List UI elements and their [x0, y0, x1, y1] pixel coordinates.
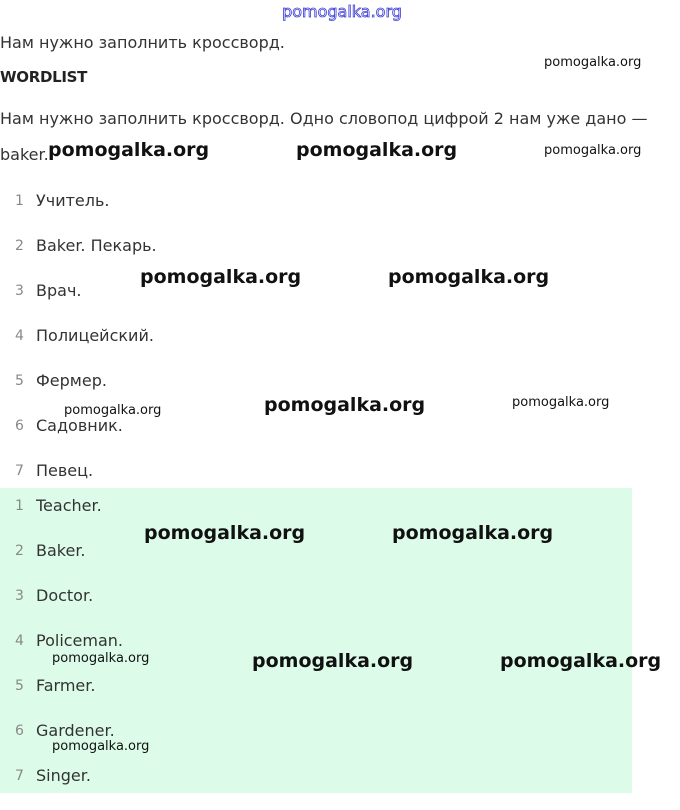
- section-heading: WORDLIST: [0, 68, 88, 86]
- watermark: pomogalka.org: [144, 522, 306, 544]
- watermark: pomogalka.org: [388, 266, 550, 288]
- list-item: [0, 190, 632, 235]
- item-number: 2: [15, 543, 24, 559]
- item-text: Baker.: [36, 541, 86, 560]
- list-item: [0, 765, 632, 810]
- watermark: pomogalka.org: [264, 394, 426, 416]
- item-text: Учитель.: [36, 191, 110, 210]
- item-text: Doctor.: [36, 586, 94, 605]
- watermark: pomogalka.org: [512, 395, 610, 410]
- item-text: Gardener.: [36, 721, 115, 740]
- watermark: pomogalka.org: [140, 266, 302, 288]
- item-text: Фермер.: [36, 371, 107, 390]
- watermark: pomogalka.org: [52, 651, 150, 666]
- item-number: 3: [15, 588, 24, 604]
- watermark: pomogalka.org: [296, 139, 458, 161]
- item-number: 2: [15, 238, 24, 254]
- list-item: [0, 540, 632, 585]
- watermark: pomogalka.org: [52, 739, 150, 754]
- item-number: 1: [15, 193, 24, 209]
- list-item: [0, 325, 632, 370]
- site-logo-link[interactable]: pomogalka.org: [282, 2, 402, 21]
- item-number: 7: [15, 768, 24, 784]
- item-number: 6: [15, 418, 24, 434]
- intro-text: Нам нужно заполнить кроссворд.: [0, 33, 285, 52]
- list-item: [0, 415, 632, 460]
- item-text: Врач.: [36, 281, 82, 300]
- item-text: Baker. Пекарь.: [36, 236, 157, 255]
- task-paragraph: Нам нужно заполнить кроссворд. Одно словопод цифрой 2 нам уже дано — baker.: [0, 109, 648, 164]
- list-item: [0, 675, 632, 720]
- item-text: Teacher.: [36, 496, 102, 515]
- item-text: Farmer.: [36, 676, 96, 695]
- item-number: 5: [15, 373, 24, 389]
- watermark: pomogalka.org: [500, 650, 662, 672]
- translation-list: [0, 190, 632, 505]
- item-number: 4: [15, 328, 24, 344]
- item-text: Садовник.: [36, 416, 123, 435]
- item-number: 6: [15, 723, 24, 739]
- watermark: pomogalka.org: [64, 403, 162, 418]
- item-text: Singer.: [36, 766, 91, 785]
- item-text: Policeman.: [36, 631, 124, 650]
- watermark: pomogalka.org: [252, 650, 414, 672]
- item-number: 5: [15, 678, 24, 694]
- item-number: 7: [15, 463, 24, 479]
- watermark: pomogalka.org: [544, 143, 642, 158]
- item-number: 3: [15, 283, 24, 299]
- site-header: [0, 0, 680, 24]
- watermark: pomogalka.org: [48, 139, 210, 161]
- watermark: pomogalka.org: [392, 522, 554, 544]
- item-text: Певец.: [36, 461, 94, 480]
- item-number: 4: [15, 633, 24, 649]
- watermark: pomogalka.org: [544, 55, 642, 70]
- item-number: 1: [15, 498, 24, 514]
- list-item: [0, 585, 632, 630]
- item-text: Полицейский.: [36, 326, 154, 345]
